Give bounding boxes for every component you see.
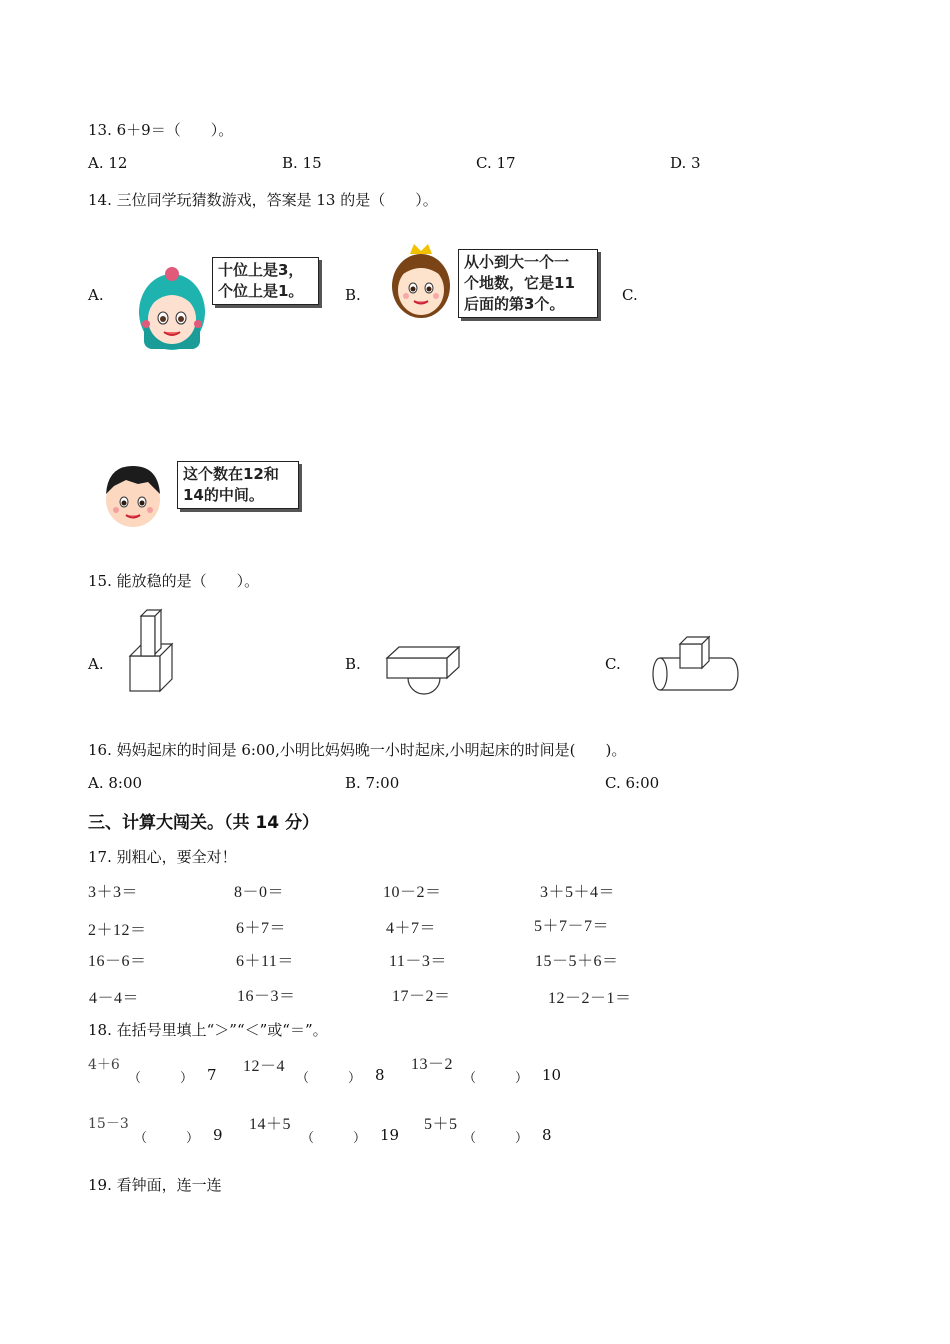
- answer-blank[interactable]: （ ）: [301, 1131, 367, 1146]
- calc-item: 2＋12＝: [88, 922, 147, 939]
- girl-avatar-icon: [134, 264, 210, 352]
- cube-on-cylinder-shape: [650, 632, 742, 694]
- q16-option-c[interactable]: C. 6:00: [605, 774, 660, 792]
- q14-label-c[interactable]: C.: [622, 286, 638, 304]
- compare-right: 8: [375, 1066, 385, 1084]
- calc-item: 5＋7－7＝: [534, 918, 610, 935]
- calc-item: 16－6＝: [88, 953, 147, 970]
- hint-bubble-a: 十位上是3， 个位上是1。: [212, 257, 319, 305]
- q18-stem: 18. 在括号里填上“＞”“＜”或“＝”。: [88, 1021, 328, 1039]
- calc-item: 11－3＝: [389, 953, 447, 970]
- answer-blank[interactable]: （ ）: [296, 1071, 362, 1086]
- q15-label-b[interactable]: B.: [345, 655, 361, 673]
- hint-bubble-b: 从小到大一个一 个地数，它是11 后面的第3个。: [458, 249, 598, 318]
- box-on-ball-shape: [384, 644, 464, 704]
- calc-item: 6＋11＝: [236, 953, 294, 970]
- compare-right: 19: [380, 1126, 400, 1144]
- calc-item: 4＋7＝: [386, 920, 437, 937]
- calc-item: 17－2＝: [392, 988, 451, 1005]
- compare-right: 10: [542, 1066, 562, 1084]
- compare-left: 4＋6: [88, 1057, 120, 1073]
- q13-stem: 13. 6＋9＝（ ）。: [88, 121, 234, 139]
- compare-right: 7: [207, 1066, 217, 1084]
- answer-blank[interactable]: （ ）: [463, 1131, 529, 1146]
- answer-blank[interactable]: （ ）: [134, 1131, 200, 1146]
- compare-left: 13－2: [411, 1056, 454, 1073]
- q15-label-c[interactable]: C.: [605, 655, 621, 673]
- calc-item: 16－3＝: [237, 988, 296, 1005]
- q14-label-b[interactable]: B.: [345, 286, 361, 304]
- princess-avatar-icon: [390, 238, 452, 322]
- calc-item: 3＋3＝: [88, 884, 139, 901]
- q14-label-a[interactable]: A.: [88, 286, 104, 304]
- calc-item: 6＋7＝: [236, 920, 287, 937]
- q15-stem: 15. 能放稳的是（ ）。: [88, 572, 260, 590]
- calc-item: 12－2－1＝: [548, 990, 632, 1007]
- compare-left: 12－4: [243, 1058, 286, 1075]
- q15-label-a[interactable]: A.: [88, 655, 104, 673]
- boy-avatar-icon: [102, 462, 164, 528]
- compare-right: 8: [542, 1126, 552, 1144]
- q13-option-c[interactable]: C. 17: [476, 154, 516, 172]
- q13-option-a[interactable]: A. 12: [88, 154, 128, 172]
- calc-item: 10－2＝: [383, 884, 442, 901]
- q19-stem: 19. 看钟面，连一连: [88, 1176, 222, 1194]
- q16-option-b[interactable]: B. 7:00: [345, 774, 400, 792]
- compare-left: 14＋5: [249, 1116, 292, 1133]
- q13-option-b[interactable]: B. 15: [282, 154, 322, 172]
- q13-option-d[interactable]: D. 3: [670, 154, 701, 172]
- q16-stem: 16. 妈妈起床的时间是 6:00,小明比妈妈晚一小时起床,小明起床的时间是( )。: [88, 741, 627, 759]
- q14-stem: 14. 三位同学玩猜数游戏，答案是 13 的是（ ）。: [88, 191, 438, 209]
- calc-item: 15－5＋6＝: [535, 953, 619, 970]
- hint-bubble-c: 这个数在12和 14的中间。: [177, 461, 299, 509]
- calc-item: 4－4＝: [89, 990, 140, 1007]
- stacked-cubes-shape: [125, 606, 181, 694]
- q16-option-a[interactable]: A. 8:00: [88, 774, 143, 792]
- calc-item: 8－0＝: [234, 884, 285, 901]
- calc-item: 3＋5＋4＝: [540, 884, 616, 901]
- compare-left: 15－3: [88, 1116, 129, 1132]
- compare-left: 5＋5: [424, 1116, 458, 1133]
- q17-stem: 17. 别粗心，要全对！: [88, 848, 237, 866]
- answer-blank[interactable]: （ ）: [463, 1071, 529, 1086]
- compare-right: 9: [213, 1126, 223, 1144]
- answer-blank[interactable]: （ ）: [128, 1071, 194, 1086]
- section-3-title: 三、计算大闯关。（共 14 分）: [88, 813, 319, 833]
